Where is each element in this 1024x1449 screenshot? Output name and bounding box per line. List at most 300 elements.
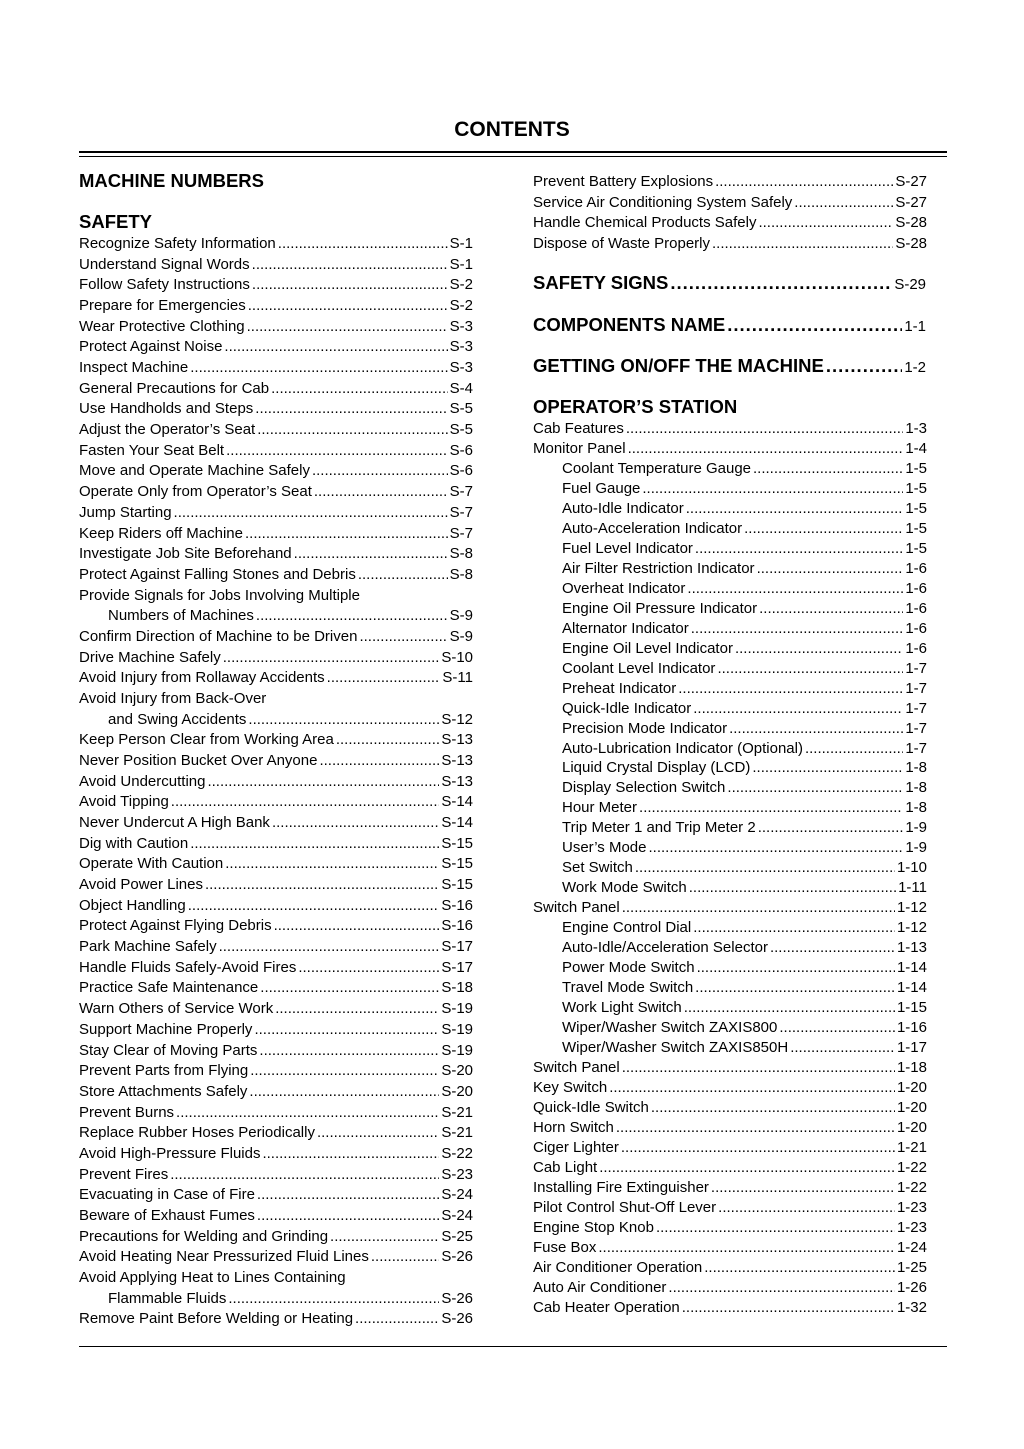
dot-leader (254, 1020, 439, 1040)
toc-entry-title: Prevent Parts from Flying (79, 1062, 249, 1080)
toc-entry[interactable] (562, 978, 927, 998)
toc-entry[interactable] (562, 459, 927, 479)
dot-leader (752, 758, 903, 778)
toc-entry[interactable] (562, 1038, 927, 1058)
toc-entry[interactable] (79, 730, 473, 750)
toc-entry[interactable] (79, 1247, 473, 1267)
toc-entry-title: Ciger Lighter (533, 1138, 619, 1156)
toc-entry[interactable] (533, 1218, 927, 1238)
toc-entry-title: Avoid Injury from Rollaway Accidents (79, 669, 325, 687)
toc-entry[interactable] (562, 659, 927, 679)
toc-entry[interactable] (79, 1227, 473, 1247)
toc-entry-page: S-14 (441, 793, 473, 811)
toc-entry-title: Move and Operate Machine Safely (79, 462, 310, 480)
toc-entry-title: Avoid Undercutting (79, 772, 206, 790)
toc-entry-page: 1-15 (896, 999, 927, 1017)
toc-entry-page: S-2 (449, 297, 473, 315)
toc-entry[interactable] (79, 379, 473, 399)
toc-entry[interactable] (108, 710, 473, 730)
dot-leader (219, 937, 440, 957)
toc-entry-page: 1-6 (905, 599, 927, 617)
toc-entry-page: 1-14 (896, 959, 927, 977)
heading-getting-on-off[interactable]: GETTING ON/OFF THE MACHINE ..... 1-2 (533, 355, 926, 377)
dot-leader (770, 938, 895, 958)
toc-entry-title: Dispose of Waste Properly (533, 235, 711, 253)
toc-entry-title: Fuel Level Indicator (562, 539, 693, 557)
toc-entry-page: 1-5 (905, 499, 927, 517)
toc-entry[interactable] (79, 441, 473, 461)
dot-leader (262, 1144, 439, 1164)
toc-entry-title: Engine Oil Level Indicator (562, 639, 733, 657)
toc-entry[interactable] (562, 778, 927, 798)
toc-entry-title: Fuse Box (533, 1238, 597, 1256)
toc-entry-page: S-19 (441, 1020, 473, 1038)
toc-entry[interactable] (108, 1289, 473, 1309)
toc-entry-title: Overheat Indicator (562, 579, 686, 597)
dot-leader (693, 699, 903, 719)
toc-entry[interactable] (562, 878, 927, 898)
toc-entry-title: Preheat Indicator (562, 679, 677, 697)
dot-leader (257, 420, 447, 440)
toc-entry-page: S-3 (449, 317, 473, 335)
dot-leader (371, 1247, 439, 1267)
heading-safety-signs[interactable]: SAFETY SIGNS ..... S-29 (533, 272, 926, 294)
toc-entry[interactable] (79, 1206, 473, 1226)
toc-entry-title: Remove Paint Before Welding or Heating (79, 1310, 354, 1328)
toc-entry[interactable] (79, 854, 473, 874)
toc-entry[interactable] (79, 275, 473, 295)
toc-entry-title: Prevent Battery Explosions (533, 173, 714, 190)
toc-entry[interactable] (79, 461, 473, 481)
toc-entry[interactable] (79, 234, 473, 254)
toc-entry[interactable] (79, 937, 473, 957)
toc-entry-page: S-28 (895, 214, 927, 232)
toc-entry[interactable] (533, 1258, 927, 1278)
toc-entry[interactable] (79, 399, 473, 419)
toc-entry[interactable] (562, 838, 927, 858)
toc-entry-title: Handle Fluids Safely-Avoid Fires (79, 958, 297, 976)
toc-entry[interactable] (533, 1238, 927, 1258)
toc-entry-title: Engine Oil Pressure Indicator (562, 599, 758, 617)
dot-leader (252, 275, 448, 295)
toc-entry[interactable] (533, 1118, 927, 1138)
toc-entry-page: S-25 (441, 1227, 473, 1245)
toc-entry[interactable] (79, 503, 473, 523)
toc-entry-page: S-15 (441, 834, 473, 852)
dot-leader (255, 399, 447, 419)
dot-leader (327, 668, 441, 688)
dot-leader (639, 798, 903, 818)
toc-entry-page: S-26 (441, 1248, 473, 1266)
toc-entry[interactable] (533, 234, 927, 254)
toc-entry[interactable] (79, 627, 473, 647)
toc-entry[interactable] (79, 792, 473, 812)
toc-entry[interactable] (562, 539, 927, 559)
toc-entry[interactable] (533, 1198, 927, 1218)
dot-leader (358, 565, 448, 585)
toc-entry[interactable] (533, 1298, 927, 1318)
dot-leader (224, 337, 447, 357)
toc-entry[interactable] (533, 419, 927, 439)
toc-entry-page: S-7 (449, 503, 473, 521)
toc-entry[interactable] (562, 938, 927, 958)
toc-entry[interactable] (562, 519, 927, 539)
toc-entry[interactable] (533, 439, 927, 459)
toc-entry-page: S-14 (441, 814, 473, 832)
toc-entry-title: Recognize Safety Information (79, 235, 276, 252)
toc-entry[interactable] (79, 1123, 473, 1143)
dot-leader (682, 1298, 895, 1318)
toc-entry-title: Park Machine Safely (79, 938, 217, 956)
toc-entry-page: S-10 (441, 648, 473, 666)
toc-entry[interactable] (562, 918, 927, 938)
toc-entry-page: 1-7 (905, 679, 927, 697)
toc-entry[interactable] (79, 358, 473, 378)
toc-entry-title: Protect Against Noise (79, 338, 223, 356)
toc-entry-page: 1-12 (896, 899, 927, 917)
dot-leader (779, 1018, 895, 1038)
dot-leader (711, 1178, 895, 1198)
toc-entry-title: Support Machine Properly (79, 1020, 253, 1038)
toc-entry[interactable] (79, 565, 473, 585)
toc-entry[interactable] (533, 1178, 927, 1198)
toc-entry-page: S-24 (441, 1206, 473, 1224)
dot-leader (248, 710, 439, 730)
dot-leader (190, 358, 447, 378)
toc-entry[interactable] (562, 818, 927, 838)
toc-entry[interactable] (562, 579, 927, 599)
toc-entry-page: 1-9 (905, 839, 927, 857)
toc-entry-page: S-28 (895, 235, 927, 253)
toc-entry-title: Liquid Crystal Display (LCD) (562, 759, 751, 777)
dot-leader (794, 193, 893, 213)
toc-entry-page: 1-14 (896, 979, 927, 997)
dot-leader (190, 834, 439, 854)
dot-leader (704, 1258, 895, 1278)
toc-entry-text: Avoid Injury from Back-Over (79, 689, 267, 707)
toc-entry-title: Object Handling (79, 896, 186, 914)
toc-entry[interactable] (562, 1018, 927, 1038)
toc-entry-page: 1-10 (896, 859, 927, 877)
toc-entry-page: S-5 (449, 400, 473, 418)
toc-entry[interactable] (562, 858, 927, 878)
toc-entry[interactable] (562, 739, 927, 759)
toc-entry-title: Horn Switch (533, 1118, 614, 1136)
toc-entry[interactable] (79, 1185, 473, 1205)
dot-leader (205, 875, 439, 895)
toc-entry-title: Switch Panel (533, 1059, 620, 1077)
toc-entry-title: Operate With Caution (79, 855, 224, 873)
toc-entry-page: 1-6 (905, 579, 927, 597)
dot-leader (622, 1058, 895, 1078)
toc-entry-title: Quick-Idle Switch (533, 1098, 649, 1116)
toc-entry-page: 1-8 (905, 779, 927, 797)
toc-entry-title: Cab Features (533, 420, 624, 437)
toc-entry-page: S-9 (449, 627, 473, 645)
dot-leader (359, 627, 447, 647)
dot-leader (207, 772, 439, 792)
dot-leader (252, 255, 448, 275)
dot-leader (753, 459, 903, 479)
toc-entry-page: S-13 (441, 752, 473, 769)
toc-entry-title: Replace Rubber Hoses Periodically (79, 1124, 315, 1142)
dot-leader (656, 1218, 895, 1238)
toc-entry-title: Auto-Acceleration Indicator (562, 519, 743, 537)
toc-entry[interactable] (533, 1078, 927, 1098)
toc-entry-page: S-8 (449, 545, 473, 563)
heading-machine-numbers[interactable]: MACHINE NUMBERS (79, 170, 264, 191)
toc-entry[interactable] (79, 751, 473, 771)
dot-leader (684, 998, 895, 1018)
toc-entry-title: Cab Light (533, 1158, 598, 1176)
toc-entry-page: S-20 (441, 1062, 473, 1080)
toc-entry-page: S-3 (449, 359, 473, 377)
toc-entry[interactable] (79, 999, 473, 1019)
toc-entry[interactable] (533, 1278, 927, 1298)
toc-entry[interactable] (79, 482, 473, 502)
toc-entry[interactable] (79, 1144, 473, 1164)
top-rule (79, 151, 947, 153)
toc-entry[interactable] (79, 813, 473, 833)
toc-entry-page: 1-17 (896, 1039, 927, 1057)
toc-entry[interactable] (79, 1082, 473, 1102)
dot-leader (271, 379, 448, 399)
toc-entry[interactable] (533, 1058, 927, 1078)
dot-leader (712, 234, 893, 254)
toc-entry-title: Hour Meter (562, 799, 638, 817)
toc-entry[interactable] (79, 544, 473, 564)
toc-entry[interactable] (79, 317, 473, 337)
toc-entry-page: S-13 (441, 731, 473, 749)
toc-entry-page: S-21 (441, 1124, 473, 1142)
toc-entry[interactable] (79, 958, 473, 978)
dot-leader (223, 648, 440, 668)
toc-entry[interactable] (79, 524, 473, 544)
toc-entry-title: Operate Only from Operator’s Seat (79, 483, 312, 501)
toc-entry-title: Auto-Idle/Acceleration Selector (562, 939, 768, 957)
toc-entry-title: Beware of Exhaust Fumes (79, 1206, 255, 1224)
dot-leader (642, 479, 903, 499)
toc-entry-page: S-11 (442, 669, 473, 687)
toc-entry[interactable] (562, 798, 927, 818)
toc-entry-page: S-1 (449, 235, 473, 252)
toc-entry[interactable] (533, 213, 927, 233)
toc-entry-title: Protect Against Falling Stones and Debris (79, 565, 356, 583)
heading-components-name[interactable]: COMPONENTS NAME ..... 1-1 (533, 314, 926, 336)
dot-leader (691, 619, 904, 639)
toc-entry[interactable] (533, 1158, 927, 1178)
toc-entry[interactable] (79, 420, 473, 440)
dot-leader (314, 482, 448, 502)
toc-entry-title: Keep Riders off Machine (79, 524, 243, 542)
dot-leader (247, 317, 448, 337)
toc-entry[interactable] (79, 1061, 473, 1081)
toc-entry-title: Evacuating in Case of Fire (79, 1186, 255, 1204)
toc-entry-title: and Swing Accidents (108, 710, 247, 728)
toc-entry-page: S-15 (441, 876, 473, 894)
dot-leader (693, 918, 895, 938)
dot-leader (248, 296, 448, 316)
dot-leader (628, 439, 904, 459)
toc-entry[interactable] (79, 916, 473, 936)
toc-entry-title: Practice Safe Maintenance (79, 979, 259, 997)
toc-entry-title: Avoid Tipping (79, 793, 169, 811)
toc-entry[interactable] (79, 296, 473, 316)
dot-leader (757, 559, 904, 579)
toc-entry[interactable] (562, 639, 927, 659)
toc-entry-title: Monitor Panel (533, 439, 626, 457)
heading-safety[interactable]: SAFETY (79, 211, 152, 232)
dot-leader (272, 813, 439, 833)
toc-entry[interactable] (562, 719, 927, 739)
dot-leader (260, 978, 439, 998)
toc-entry[interactable] (562, 479, 927, 499)
toc-entry[interactable] (79, 1020, 473, 1040)
toc-entry-page: S-2 (449, 276, 473, 294)
toc-entry-title: Wiper/Washer Switch ZAXIS800 (562, 1019, 778, 1037)
dot-leader (668, 1278, 895, 1298)
toc-entry[interactable] (79, 896, 473, 916)
toc-entry-page: S-8 (449, 565, 473, 583)
dot-leader (256, 606, 448, 626)
toc-entry-title: Confirm Direction of Machine to be Driven (79, 627, 358, 645)
toc-entry-title: Air Filter Restriction Indicator (562, 559, 755, 577)
toc-entry-title: Avoid High-Pressure Fluids (79, 1144, 261, 1162)
toc-entry[interactable] (562, 559, 927, 579)
toc-entry-title: Fuel Gauge (562, 479, 641, 497)
toc-entry-title: General Precautions for Cab (79, 379, 270, 397)
toc-entry[interactable] (79, 1309, 473, 1329)
toc-entry-page: 1-7 (905, 719, 927, 737)
toc-entry[interactable] (79, 1165, 473, 1185)
toc-entry[interactable] (79, 772, 473, 792)
dot-leader (317, 1123, 439, 1143)
toc-entry-page: S-22 (441, 1144, 473, 1162)
toc-entry[interactable] (79, 1103, 473, 1123)
toc-entry-page: 1-24 (896, 1238, 927, 1256)
toc-entry[interactable] (79, 668, 473, 688)
toc-entry[interactable] (562, 699, 927, 719)
toc-entry[interactable] (533, 1098, 927, 1118)
toc-entry[interactable] (79, 978, 473, 998)
toc-entry-title: Keep Person Clear from Working Area (79, 731, 334, 749)
dot-leader (249, 1082, 439, 1102)
toc-entry[interactable] (108, 606, 473, 626)
toc-entry-title: Set Switch (562, 859, 633, 877)
dot-leader (805, 739, 903, 759)
toc-entry-page: 1-20 (896, 1079, 927, 1096)
toc-entry-page: S-23 (441, 1165, 473, 1183)
dot-leader (250, 1061, 439, 1081)
toc-entry-page: 1-12 (896, 919, 927, 937)
toc-entry[interactable] (562, 679, 927, 699)
toc-entry-title: Avoid Heating Near Pressurized Fluid Lines (79, 1248, 369, 1266)
dot-leader (228, 1289, 439, 1309)
toc-entry-page: 1-6 (905, 559, 927, 577)
toc-entry-title: Work Mode Switch (562, 879, 687, 897)
toc-entry[interactable] (79, 337, 473, 357)
toc-entry-page: S-17 (441, 938, 473, 956)
toc-entry-page: 1-5 (905, 539, 927, 557)
toc-entry-title: Fasten Your Seat Belt (79, 441, 225, 459)
toc-entry-title: Auto-Lubrication Indicator (Optional) (562, 739, 803, 757)
toc-entry[interactable] (79, 834, 473, 854)
dot-leader (718, 1198, 895, 1218)
toc-entry-page: S-3 (449, 338, 473, 356)
toc-entry-page: 1-5 (905, 519, 927, 537)
toc-entry[interactable] (562, 599, 927, 619)
dot-leader (174, 503, 448, 523)
bottom-rule (79, 1346, 947, 1347)
toc-entry-page: S-19 (441, 1000, 473, 1018)
toc-entry-page: 1-23 (896, 1198, 927, 1216)
toc-entry[interactable] (79, 875, 473, 895)
dot-leader (727, 778, 903, 798)
toc-entry[interactable] (533, 898, 927, 918)
toc-entry-title: Air Conditioner Operation (533, 1258, 703, 1276)
toc-entry-page: S-20 (441, 1082, 473, 1100)
toc-entry[interactable] (562, 499, 927, 519)
toc-entry-title: Inspect Machine (79, 359, 189, 377)
toc-entry-title: Warn Others of Service Work (79, 1000, 274, 1018)
toc-entry[interactable] (562, 998, 927, 1018)
toc-entry-page: S-15 (441, 855, 473, 873)
dot-leader (257, 1185, 439, 1205)
toc-entry-page: S-21 (441, 1103, 473, 1121)
toc-entry-title: Coolant Temperature Gauge (562, 459, 752, 477)
toc-entry-title: Never Undercut A High Bank (79, 814, 270, 832)
toc-entry-page: 1-7 (905, 659, 927, 677)
toc-entry-title: Store Attachments Safely (79, 1082, 248, 1100)
toc-entry-title: Precision Mode Indicator (562, 719, 728, 737)
toc-entry[interactable] (79, 1041, 473, 1061)
toc-entry-title: Key Switch (533, 1079, 608, 1096)
toc-entry-text: Avoid Applying Heat to Lines Containing (79, 1269, 346, 1286)
dot-leader (336, 730, 439, 750)
toc-entry-page: S-6 (449, 441, 473, 459)
dot-leader (621, 1138, 895, 1158)
toc-entry[interactable] (79, 255, 473, 275)
toc-entry-page: 1-9 (905, 819, 927, 837)
toc-entry[interactable] (79, 648, 473, 668)
toc-entry[interactable] (533, 1138, 927, 1158)
toc-entry-page: 1-26 (896, 1278, 927, 1296)
toc-entry[interactable] (562, 958, 927, 978)
toc-entry[interactable] (533, 172, 927, 192)
toc-entry-title: Investigate Job Site Beforehand (79, 545, 292, 563)
toc-entry-title: User’s Mode (562, 839, 647, 857)
toc-entry-page: 1-13 (896, 939, 927, 957)
dot-leader (686, 499, 904, 519)
toc-entry-title: Flammable Fluids (108, 1289, 227, 1307)
toc-entry[interactable] (562, 758, 927, 778)
toc-entry-title: Work Light Switch (562, 999, 682, 1017)
toc-entry-page: S-26 (441, 1310, 473, 1328)
dot-leader (355, 1309, 439, 1329)
dot-leader (609, 1078, 895, 1098)
dot-leader (278, 234, 448, 254)
dot-leader (678, 679, 903, 699)
toc-entry-page: 1-20 (896, 1098, 927, 1116)
dot-leader (717, 659, 903, 679)
page-title: CONTENTS (454, 118, 570, 141)
toc-entry[interactable] (562, 619, 927, 639)
toc-entry-page: S-19 (441, 1041, 473, 1059)
toc-entry-title: Coolant Level Indicator (562, 659, 716, 677)
toc-entry[interactable] (533, 193, 927, 213)
toc-entry-title: Prevent Burns (79, 1103, 175, 1121)
heading-operators-station[interactable]: OPERATOR’S STATION (533, 396, 738, 417)
